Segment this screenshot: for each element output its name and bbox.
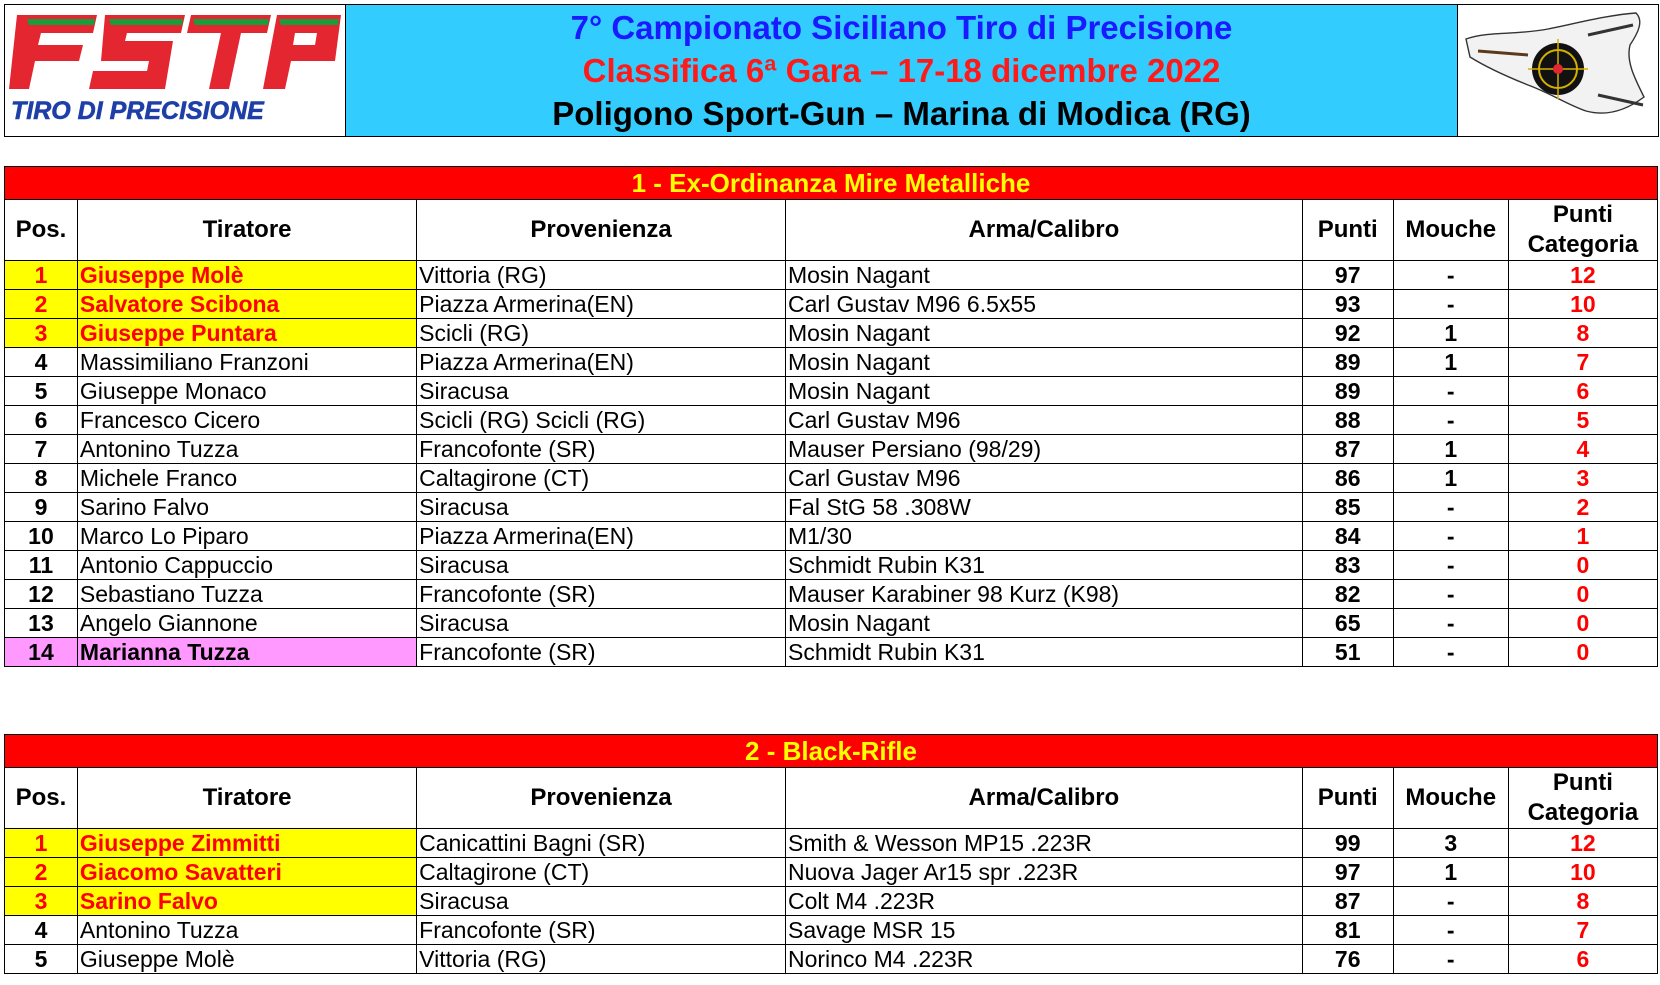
cell-arma: Smith & Wesson MP15 .223R	[785, 829, 1302, 858]
table-row	[5, 829, 1658, 858]
col-mouche: Mouche	[1393, 200, 1508, 261]
venue-title: Poligono Sport-Gun – Marina di Modica (RG)	[552, 95, 1251, 132]
cell-arma: Norinco M4 .223R	[785, 945, 1302, 974]
cell-punti-categoria: 0	[1508, 609, 1657, 638]
ranking-table-ex-ordinanza	[4, 166, 1658, 667]
cell-provenienza: Canicattini Bagni (SR)	[417, 829, 786, 858]
cell-provenienza: Francofonte (SR)	[417, 638, 786, 667]
cell-tiratore: Marianna Tuzza	[77, 638, 416, 667]
cell-tiratore: Giacomo Savatteri	[77, 858, 416, 887]
cell-pos: 2	[5, 858, 78, 887]
cell-arma: Nuova Jager Ar15 spr .223R	[785, 858, 1302, 887]
col-punti: Punti	[1302, 200, 1393, 261]
cell-punti: 92	[1302, 319, 1393, 348]
cell-tiratore: Michele Franco	[77, 464, 416, 493]
table-row	[5, 261, 1658, 290]
cell-punti-categoria: 8	[1508, 887, 1657, 916]
cell-punti-categoria: 7	[1508, 348, 1657, 377]
table-row	[5, 348, 1658, 377]
cell-arma: Colt M4 .223R	[785, 887, 1302, 916]
table-row	[5, 609, 1658, 638]
cell-arma: Schmidt Rubin K31	[785, 551, 1302, 580]
cell-provenienza: Francofonte (SR)	[417, 435, 786, 464]
cell-mouche: -	[1393, 377, 1508, 406]
cell-punti: 89	[1302, 377, 1393, 406]
cell-pos: 9	[5, 493, 78, 522]
cell-tiratore: Sarino Falvo	[77, 887, 416, 916]
championship-title: 7° Campionato Siciliano Tiro di Precisione	[570, 9, 1233, 46]
cell-arma: Mosin Nagant	[785, 348, 1302, 377]
cell-provenienza: Francofonte (SR)	[417, 916, 786, 945]
cell-provenienza: Francofonte (SR)	[417, 580, 786, 609]
cell-punti: 99	[1302, 829, 1393, 858]
cell-pos: 8	[5, 464, 78, 493]
cell-tiratore: Sebastiano Tuzza	[77, 580, 416, 609]
cell-punti: 76	[1302, 945, 1393, 974]
cell-tiratore: Salvatore Scibona	[77, 290, 416, 319]
cell-tiratore: Marco Lo Piparo	[77, 522, 416, 551]
cell-punti-categoria: 0	[1508, 580, 1657, 609]
cell-mouche: -	[1393, 522, 1508, 551]
cell-punti-categoria: 10	[1508, 858, 1657, 887]
col-punti-categoria: Punti Categoria	[1508, 768, 1657, 829]
cell-punti: 51	[1302, 638, 1393, 667]
col-provenienza: Provenienza	[417, 200, 786, 261]
cell-pos: 10	[5, 522, 78, 551]
cell-arma: Carl Gustav M96	[785, 406, 1302, 435]
cell-arma: Mauser Karabiner 98 Kurz (K98)	[785, 580, 1302, 609]
cell-tiratore: Giuseppe Molè	[77, 261, 416, 290]
title-banner	[346, 5, 1458, 136]
cell-punti-categoria: 5	[1508, 406, 1657, 435]
table-row	[5, 406, 1658, 435]
cell-provenienza: Scicli (RG)	[417, 319, 786, 348]
cell-provenienza: Vittoria (RG)	[417, 945, 786, 974]
table-row	[5, 887, 1658, 916]
cell-punti: 89	[1302, 348, 1393, 377]
cell-punti: 81	[1302, 916, 1393, 945]
cell-provenienza: Siracusa	[417, 609, 786, 638]
ranking-table-black-rifle	[4, 734, 1658, 974]
cell-punti-categoria: 12	[1508, 261, 1657, 290]
cell-tiratore: Antonino Tuzza	[77, 435, 416, 464]
cell-punti-categoria: 4	[1508, 435, 1657, 464]
cell-mouche: -	[1393, 261, 1508, 290]
cell-provenienza: Vittoria (RG)	[417, 261, 786, 290]
cell-punti-categoria: 10	[1508, 290, 1657, 319]
cell-arma: Mosin Nagant	[785, 609, 1302, 638]
cell-arma: Savage MSR 15	[785, 916, 1302, 945]
table-row	[5, 638, 1658, 667]
cell-punti-categoria: 6	[1508, 945, 1657, 974]
cell-tiratore: Giuseppe Monaco	[77, 377, 416, 406]
cell-punti: 84	[1302, 522, 1393, 551]
cell-arma: Schmidt Rubin K31	[785, 638, 1302, 667]
cell-provenienza: Piazza Armerina(EN)	[417, 522, 786, 551]
table-row	[5, 945, 1658, 974]
cell-provenienza: Siracusa	[417, 377, 786, 406]
cell-arma: Mosin Nagant	[785, 261, 1302, 290]
table-row	[5, 290, 1658, 319]
cell-pos: 3	[5, 319, 78, 348]
cell-mouche: 1	[1393, 464, 1508, 493]
col-arma: Arma/Calibro	[785, 200, 1302, 261]
table-row	[5, 858, 1658, 887]
cell-mouche: 1	[1393, 858, 1508, 887]
cell-pos: 5	[5, 377, 78, 406]
cell-mouche: -	[1393, 290, 1508, 319]
category-title: 2 - Black-Rifle	[5, 735, 1658, 768]
category-title: 1 - Ex-Ordinanza Mire Metalliche	[5, 167, 1658, 200]
cell-punti-categoria: 1	[1508, 522, 1657, 551]
table-row	[5, 551, 1658, 580]
cell-punti: 87	[1302, 887, 1393, 916]
cell-pos: 2	[5, 290, 78, 319]
cell-mouche: -	[1393, 887, 1508, 916]
table-row	[5, 580, 1658, 609]
table-row	[5, 435, 1658, 464]
col-tiratore: Tiratore	[77, 200, 416, 261]
table-row	[5, 522, 1658, 551]
cell-punti: 93	[1302, 290, 1393, 319]
cell-tiratore: Francesco Cicero	[77, 406, 416, 435]
table-row	[5, 377, 1658, 406]
cell-pos: 4	[5, 348, 78, 377]
col-punti-categoria: Punti Categoria	[1508, 200, 1657, 261]
cell-provenienza: Scicli (RG) Scicli (RG)	[417, 406, 786, 435]
cell-punti-categoria: 2	[1508, 493, 1657, 522]
cell-punti: 82	[1302, 580, 1393, 609]
cell-pos: 6	[5, 406, 78, 435]
cell-provenienza: Caltagirone (CT)	[417, 858, 786, 887]
table-row	[5, 916, 1658, 945]
col-tiratore: Tiratore	[77, 768, 416, 829]
cell-pos: 14	[5, 638, 78, 667]
cell-mouche: -	[1393, 638, 1508, 667]
cell-arma: M1/30	[785, 522, 1302, 551]
cell-pos: 3	[5, 887, 78, 916]
cell-mouche: 1	[1393, 319, 1508, 348]
cell-mouche: 3	[1393, 829, 1508, 858]
col-mouche: Mouche	[1393, 768, 1508, 829]
cell-punti: 87	[1302, 435, 1393, 464]
col-pos: Pos.	[5, 768, 78, 829]
table-row	[5, 464, 1658, 493]
cell-punti: 83	[1302, 551, 1393, 580]
cell-punti-categoria: 6	[1508, 377, 1657, 406]
cell-provenienza: Piazza Armerina(EN)	[417, 348, 786, 377]
cell-mouche: -	[1393, 551, 1508, 580]
cell-tiratore: Sarino Falvo	[77, 493, 416, 522]
cell-punti-categoria: 3	[1508, 464, 1657, 493]
cell-mouche: -	[1393, 580, 1508, 609]
cell-arma: Mauser Persiano (98/29)	[785, 435, 1302, 464]
cell-punti: 86	[1302, 464, 1393, 493]
sicily-map-icon	[1458, 5, 1658, 134]
cell-pos: 1	[5, 829, 78, 858]
cell-pos: 5	[5, 945, 78, 974]
cell-mouche: 1	[1393, 435, 1508, 464]
ranking-title: Classifica 6ª Gara – 17-18 dicembre 2022	[582, 52, 1221, 89]
sicily-map-emblem	[1458, 5, 1658, 136]
col-arma: Arma/Calibro	[785, 768, 1302, 829]
cell-tiratore: Angelo Giannone	[77, 609, 416, 638]
fstp-logo-graphic	[5, 5, 345, 134]
cell-pos: 1	[5, 261, 78, 290]
cell-mouche: -	[1393, 945, 1508, 974]
cell-arma: Fal StG 58 .308W	[785, 493, 1302, 522]
cell-tiratore: Massimiliano Franzoni	[77, 348, 416, 377]
col-pos: Pos.	[5, 200, 78, 261]
cell-mouche: 1	[1393, 348, 1508, 377]
cell-pos: 7	[5, 435, 78, 464]
cell-mouche: -	[1393, 406, 1508, 435]
cell-provenienza: Caltagirone (CT)	[417, 464, 786, 493]
page-header	[4, 4, 1659, 137]
cell-punti: 85	[1302, 493, 1393, 522]
cell-arma: Mosin Nagant	[785, 377, 1302, 406]
cell-punti: 97	[1302, 261, 1393, 290]
cell-tiratore: Giuseppe Zimmitti	[77, 829, 416, 858]
cell-provenienza: Piazza Armerina(EN)	[417, 290, 786, 319]
col-punti: Punti	[1302, 768, 1393, 829]
cell-provenienza: Siracusa	[417, 493, 786, 522]
cell-pos: 12	[5, 580, 78, 609]
cell-punti: 97	[1302, 858, 1393, 887]
col-provenienza: Provenienza	[417, 768, 786, 829]
cell-pos: 4	[5, 916, 78, 945]
cell-tiratore: Antonino Tuzza	[77, 916, 416, 945]
cell-punti-categoria: 0	[1508, 638, 1657, 667]
cell-tiratore: Giuseppe Puntara	[77, 319, 416, 348]
cell-arma: Carl Gustav M96	[785, 464, 1302, 493]
cell-punti-categoria: 8	[1508, 319, 1657, 348]
cell-punti: 88	[1302, 406, 1393, 435]
cell-arma: Mosin Nagant	[785, 319, 1302, 348]
cell-arma: Carl Gustav M96 6.5x55	[785, 290, 1302, 319]
cell-tiratore: Giuseppe Molè	[77, 945, 416, 974]
logo-subtitle: TIRO DI PRECISIONE	[11, 97, 264, 125]
cell-provenienza: Siracusa	[417, 551, 786, 580]
table-row	[5, 493, 1658, 522]
table-row	[5, 319, 1658, 348]
cell-punti-categoria: 0	[1508, 551, 1657, 580]
cell-punti-categoria: 7	[1508, 916, 1657, 945]
cell-mouche: -	[1393, 916, 1508, 945]
cell-tiratore: Antonio Cappuccio	[77, 551, 416, 580]
cell-pos: 13	[5, 609, 78, 638]
cell-pos: 11	[5, 551, 78, 580]
cell-provenienza: Siracusa	[417, 887, 786, 916]
cell-mouche: -	[1393, 609, 1508, 638]
cell-mouche: -	[1393, 493, 1508, 522]
fstp-logo	[5, 5, 346, 136]
cell-punti-categoria: 12	[1508, 829, 1657, 858]
cell-punti: 65	[1302, 609, 1393, 638]
